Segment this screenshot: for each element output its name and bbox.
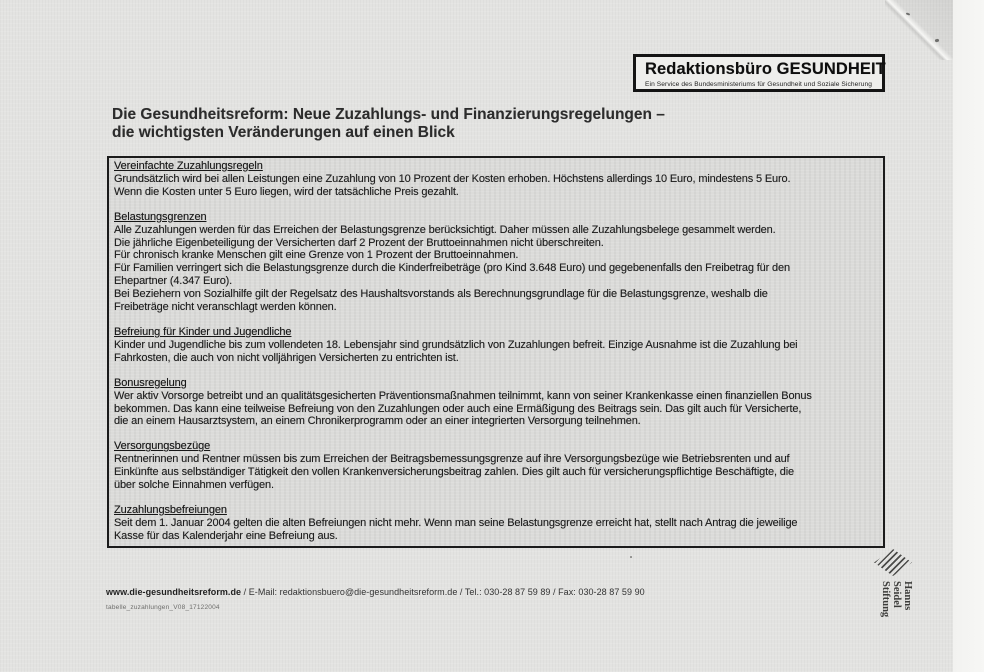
section-text-line: bekommen. Das kann eine teilweise Befreiung von den Zuzahlungen oder auch eine Ermäßigung des Beitrags sein. Das gilt auch für Versicherte, [114,402,802,415]
scan-speck [630,556,632,558]
section-text-line: Bei Beziehern von Sozialhilfe gilt der Regelsatz des Haushaltsvorstands als Berechnungsgrundlage für die Belastungsgrenze, weshalb die [114,288,768,301]
section [114,377,878,429]
content-sections [114,160,878,543]
footer-file-reference: tabelle_zuzahlungen_V08_17122004 [106,604,220,611]
section-text-line: über solche Einnahmen verfügen. [114,479,274,492]
redaktionsbuero-logo-box [633,54,885,92]
document-title-line1: Die Gesundheitsreform: Neue Zuzahlungs- und Finanzierungsregelungen – [112,106,665,123]
section [114,326,878,365]
section-text-line: Für Familien verringert sich die Belastungsgrenze durch die Kinderfreibeträge (pro Kind 3.648 Euro) und gegebenenfalls den Freibetrag für den [114,262,790,275]
section-text-line: Freibeträge nicht veranschlagt werden können. [114,301,337,314]
section-heading: Befreiung für Kinder und Jugendliche [114,325,292,338]
hss-logo-line3: Stiftung [880,581,891,618]
hanns-seidel-diamond-icon [874,549,912,576]
content-box [107,156,885,548]
section [114,504,878,543]
section [114,160,878,199]
section-text-line: Für chronisch kranke Menschen gilt eine Grenze von 1 Prozent der Bruttoeinnahmen. [114,249,519,262]
section [114,211,878,314]
section-text-line: die an einem Hausarztsystem, an einem Chronikerprogramm oder an einer integrierten Versorgung teilnehmen. [114,415,641,428]
section-text-line: Rentnerinnen und Rentner müssen bis zum Erreichen der Beitragsbemessungsgrenze auf ihre Versorgungsbezüge wie Betriebsrenten und auf [114,453,790,466]
page-corner-fold [885,0,953,60]
document-title-line2: die wichtigsten Veränderungen auf einen Blick [112,123,455,141]
section-heading: Belastungsgrenzen [114,210,207,223]
hanns-seidel-logo-text [879,581,913,633]
section-text-line: Ehepartner (4.347 Euro). [114,275,233,288]
section-heading: Versorgungsbezüge [114,440,211,453]
section-text-line: Fahrkosten, die auch von nicht volljährigen Versicherten zu entrichten ist. [114,351,459,364]
section-text-line: Einkünfte aus selbständiger Tätigkeit den vollen Krankenversicherungsbeitrag zahlen. Dies gilt auch für versicherungspflichtige Beschäftigte, die [114,466,795,479]
footer-website: www.die-gesundheitsreform.de [106,587,242,597]
section-heading: Zuzahlungsbefreiungen [114,503,227,516]
redaktionsbuero-logo-subtitle: Ein Service des Bundesministeriums für Gesundheit und Soziale Sicherung [645,80,873,88]
section-text-line: Kasse für das Kalenderjahr eine Befreiung aus. [114,529,338,542]
document-title [112,106,665,141]
footer-contact-rest: / E-Mail: redaktionsbuero@die-gesundheitsreform.de / Tel.: 030-28 87 59 89 / Fax: 030-28 87 59 90 [241,587,645,597]
section-heading: Bonusregelung [114,376,187,389]
section-text-line: Kinder und Jugendliche bis zum vollendeten 18. Lebensjahr sind grundsätzlich von Zuzahlungen befreit. Einzige Ausnahme ist die Zuzahlung bei [114,338,798,351]
scanner-backdrop-strip [953,0,984,672]
hss-logo-line2: Seidel [891,581,902,608]
footer-contact-line [106,587,645,597]
section-text-line: Grundsätzlich wird bei allen Leistungen eine Zuzahlung von 10 Prozent der Kosten erhoben. Höchstens allerdings 10 Euro, mindestens 5 Euro. [114,172,791,185]
section-heading: Vereinfachte Zuzahlungsregeln [114,160,263,172]
section [114,440,878,492]
section-text-line: Wer aktiv Vorsorge betreibt und an qualitätsgesicherten Präventionsmaßnahmen teilnimmt, kann von seiner Krankenkasse einen finanziellen Bonus [114,389,812,402]
redaktionsbuero-logo-title: Redaktionsbüro GESUNDHEIT [645,60,886,78]
section-text-line: Alle Zuzahlungen werden für das Erreichen der Belastungsgrenze berücksichtigt. Daher müssen alle Zuzahlungsbelege gesammelt werden. [114,223,776,236]
section-text-line: Seit dem 1. Januar 2004 gelten die alten Befreiungen nicht mehr. Wenn man seine Belastungsgrenze erreicht hat, stellt nach Antrag die jeweilige [114,516,798,529]
section-text-line: Wenn die Kosten unter 5 Euro liegen, wird der tatsächliche Preis gezahlt. [114,185,459,198]
hss-logo-line1: Hanns [902,581,913,611]
section-text-line: Die jährliche Eigenbeteiligung der Versicherten darf 2 Prozent der Bruttoeinnahmen nicht überschreiten. [114,236,604,249]
